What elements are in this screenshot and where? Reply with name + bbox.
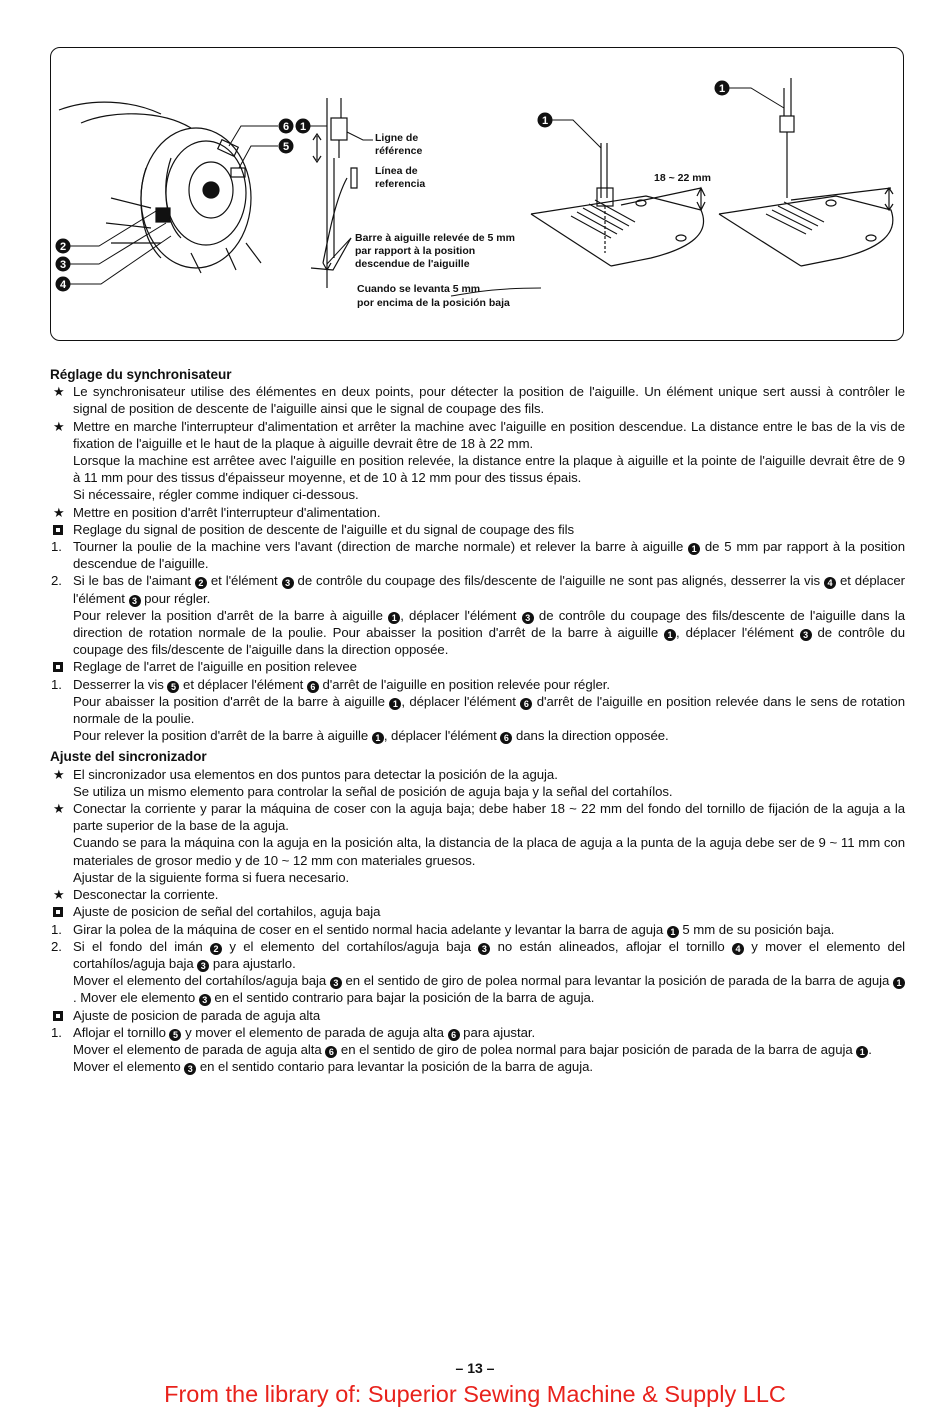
callout-ref-1: 1	[389, 698, 401, 710]
fr-item	[50, 418, 905, 504]
label-raise-fr-line1: Barre à aiguille relevée de 5 mm	[355, 232, 515, 244]
callout-ref-3: 3	[129, 595, 141, 607]
callout-ref-3: 3	[282, 577, 294, 589]
callout-ref-3: 3	[478, 943, 490, 955]
callout-1-raised	[715, 81, 785, 109]
fr-line: Desserrer la vis 5 et déplacer l'élément 6 d'arrêt de l'aiguille en position relevée pour régler.	[73, 676, 611, 692]
fr-line: Pour abaisser la position d'arrêt de la barre à aiguille 1 , déplacer l'élément 6 d'arrêt de l'aiguille en position relevée dans le sens de rotation normale de la poulie.	[73, 693, 905, 727]
callout-ref-5: 5	[167, 681, 179, 693]
section-block-icon	[53, 903, 67, 920]
es-line: Mover el elemento del cortahílos/aguja baja 3 en el sentido de giro de polea normal para levantar la posición de parada de la barra de aguja 1. Mover ele elemento 3 en el sentido contrario para bajar la posición de la barra de aguja.	[73, 972, 905, 1006]
es-line: Si el fondo del imán 2 y el elemento del cortahílos/aguja baja 3 no están alineados, aflojar el tornillo 4 y mover el elemento del cortahílos/aguja baja 3 para ajustarlo.	[73, 938, 906, 971]
label-ref-fr-line1: Ligne de	[375, 132, 419, 144]
callout-ref-1: 1	[856, 1046, 868, 1058]
step-number: 2.	[51, 938, 62, 954]
callout-5	[279, 139, 294, 154]
es-item	[50, 886, 905, 903]
callout-ref-3: 3	[800, 629, 812, 641]
callout-ref-2: 2	[210, 943, 222, 955]
es-line: Ajuste de posicion de señal del cortahilos, aguja baja	[73, 904, 381, 920]
label-raise-es-line2: por encima de la posición baja	[357, 297, 510, 309]
es-line: Conectar la corriente y parar la máquina de coser con la aguja baja; debe haber 18 ~ 22 mm del fondo del tornillo de fijación de la aguja a la parte superior de la base de la aguja.	[73, 801, 905, 834]
fr-item	[50, 504, 905, 521]
needle-plate-raised	[719, 78, 893, 266]
fr-item	[50, 658, 905, 675]
fr-item	[50, 572, 905, 658]
step-number: 1.	[51, 676, 62, 692]
fr-line: Lorsque la machine est arrêtee avec l'aiguille en position relevée, la distance entre la plaque à aiguille et la pointe de l'aiguille devrait être de 9 à 11 mm pour des tissus d'épaisseur moyenne, et de 10 à 12 mm pour des tissus épais.	[73, 453, 905, 486]
callout-ref-1: 1	[893, 977, 905, 989]
es-item	[50, 1007, 905, 1024]
callout-3	[56, 257, 71, 272]
star-bullet: ★	[53, 801, 65, 817]
svg-text:3: 3	[59, 259, 67, 271]
fr-line: Pour relever la position d'arrêt de la barre à aiguille 1 , déplacer l'élément 3 de contrôle du coupage des fils/descente de l'aiguille dans la direction de rotation normale de la poulie. Pour abaisser la position d'arrêt de la barre à aiguille 1 , déplacer l'élément 3 de contrôle du coupage des fils/descente de l'aiguille dans la direction opposée.	[73, 607, 905, 658]
section-title-spanish: Ajuste del sincronizador	[50, 749, 207, 765]
label-ref-fr-line2: référence	[375, 145, 423, 157]
callout-ref-3: 3	[197, 960, 209, 972]
callout-ref-1: 1	[667, 926, 679, 938]
callout-ref-6: 6	[520, 698, 532, 710]
svg-text:6: 6	[282, 121, 290, 133]
callout-1-lowered	[538, 113, 602, 149]
callout-ref-6: 6	[500, 732, 512, 744]
callout-6	[279, 119, 294, 134]
callout-ref-3: 3	[184, 1063, 196, 1075]
es-item	[50, 903, 905, 920]
es-item	[50, 800, 905, 886]
fr-line: Pour relever la position d'arrêt de la barre à aiguille 1 , déplacer l'élément 6 dans la direction opposée.	[73, 728, 669, 744]
label-raise-fr-line3: descendue de l'aiguille	[355, 258, 470, 270]
fr-line: Reglage du signal de position de descente de l'aiguille et du signal de coupage des fils	[73, 521, 575, 537]
svg-text:5: 5	[282, 141, 290, 153]
french-instructions	[50, 383, 905, 744]
section-block-icon	[53, 1007, 67, 1024]
es-line: Aflojar el tornillo 5 y mover el elemento de parada de aguja alta 6 para ajustar.	[73, 1024, 536, 1040]
step-number: 1.	[51, 539, 62, 555]
svg-text:2: 2	[59, 241, 67, 253]
page-number: – 13 –	[455, 1360, 495, 1376]
spanish-instructions	[50, 766, 905, 1076]
synchronizer-drawing	[59, 102, 261, 273]
distance-label: 18 ~ 22 mm	[654, 172, 711, 184]
label-ref-es-line1: Línea de	[375, 165, 418, 177]
star-bullet: ★	[53, 887, 65, 903]
fr-line: Si nécessaire, régler comme indiquer ci-dessous.	[73, 487, 359, 503]
es-item	[50, 921, 905, 938]
callout-ref-1: 1	[664, 629, 676, 641]
callout-ref-6: 6	[307, 681, 319, 693]
reference-line-leader	[327, 132, 541, 296]
svg-text:1: 1	[541, 115, 549, 127]
es-line: Ajustar de la siguiente forma si fuera necesario.	[73, 869, 350, 885]
es-item	[50, 1024, 905, 1076]
section-block-icon	[53, 658, 67, 675]
fr-line: Reglage de l'arret de l'aiguille en position relevee	[73, 659, 357, 675]
callout-2	[56, 239, 71, 254]
es-line: Mover el elemento de parada de aguja alta 6 en el sentido de giro de polea normal para bajar posición de parada de la barra de aguja 1 .	[73, 1041, 872, 1057]
label-ref-es-line2: referencia	[375, 178, 426, 190]
es-line: Ajuste de posicion de parada de aguja alta	[73, 1007, 321, 1023]
fr-item	[50, 676, 905, 745]
svg-text:4: 4	[59, 279, 67, 291]
es-line: Girar la polea de la máquina de coser en el sentido normal hacia adelante y levantar la barra de aguja 1 5 mm de su posición baja.	[73, 921, 835, 937]
label-raise-es-line1: Cuando se levanta 5 mm	[357, 283, 481, 295]
callout-ref-4: 4	[824, 577, 836, 589]
section-block-icon	[53, 521, 67, 538]
star-bullet: ★	[53, 418, 65, 434]
callout-ref-2: 2	[195, 577, 207, 589]
star-bullet: ★	[53, 504, 65, 520]
step-number: 1.	[51, 921, 62, 937]
callout-ref-1: 1	[688, 543, 700, 555]
es-line: El sincronizador usa elementos en dos puntos para detectar la posición de la aguja.	[73, 766, 558, 782]
fr-line: Mettre en marche l'interrupteur d'alimentation et arrêter la machine avec l'aiguille en position descendue. La distance entre le bas de la vis de fixation de l'aiguille et le haut de la plaque à aiguille devrait être de 18 à 22 mm.	[73, 418, 905, 451]
library-footer: From the library of: Superior Sewing Machine & Supply LLC	[164, 1381, 786, 1407]
label-raise-fr-line2: par rapport à la position	[355, 245, 476, 257]
fr-item	[50, 538, 905, 572]
fr-line: Le synchronisateur utilise des élémentes en deux points, pour détecter la position de l'aiguille. Un élément unique sert aussi à contrôler le signal de position de descente de l'aiguille ainsi que le signal de coupage des fils.	[73, 384, 905, 417]
section-title-french: Réglage du synchronisateur	[50, 367, 232, 382]
synchronizer-illustration	[51, 48, 905, 342]
callout-ref-5: 5	[169, 1029, 181, 1041]
step-number: 2.	[51, 573, 62, 589]
callout-ref-6: 6	[448, 1029, 460, 1041]
es-item	[50, 938, 905, 1007]
star-bullet: ★	[53, 766, 65, 782]
callout-ref-3: 3	[330, 977, 342, 989]
instructions	[50, 366, 905, 1075]
es-item	[50, 766, 905, 800]
illustration-frame	[50, 47, 904, 341]
callout-ref-1: 1	[388, 612, 400, 624]
svg-text:1: 1	[718, 83, 726, 95]
step-number: 1.	[51, 1024, 62, 1040]
callout-ref-3: 3	[522, 612, 534, 624]
callout-ref-1: 1	[372, 732, 384, 744]
callout-4	[56, 277, 71, 292]
fr-item	[50, 521, 905, 538]
callout-ref-3: 3	[199, 994, 211, 1006]
fr-line: Si le bas de l'aimant 2 et l'élément 3 de contrôle du coupage des fils/descente de l'aiguille ne sont pas alignés, desserrer la vis 4 et déplacer l'élément 3 pour régler.	[73, 573, 905, 606]
es-line: Se utiliza un mismo elemento para controlar la señal de posición de aguja baja y la señal del cortahílos.	[73, 783, 673, 799]
fr-line: Mettre en position d'arrêt l'interrupteur d'alimentation.	[73, 504, 381, 520]
callout-1-reference	[296, 119, 328, 134]
es-line: Mover el elemento 3 en el sentido contario para levantar la posición de la barra de aguja.	[73, 1059, 593, 1075]
star-bullet: ★	[53, 384, 65, 400]
callout-ref-6: 6	[325, 1046, 337, 1058]
svg-text:1: 1	[299, 121, 307, 133]
fr-item	[50, 383, 905, 417]
needle-plate-lowered	[531, 143, 705, 266]
fr-line: Tourner la poulie de la machine vers l'avant (direction de marche normale) et relever la barre à aiguille 1 de 5 mm par rapport à la position descendue de l'aiguille.	[73, 539, 905, 572]
es-line: Desconectar la corriente.	[73, 887, 219, 903]
es-line: Cuando se para la máquina con la aguja en la posición alta, la distancia de la placa de aguja a la punta de la aguja debe ser de 9 ~ 11 mm con materiales de grosor medio y de 10 ~ 12 mm con materiales gruesos.	[73, 835, 905, 868]
callout-ref-4: 4	[732, 943, 744, 955]
